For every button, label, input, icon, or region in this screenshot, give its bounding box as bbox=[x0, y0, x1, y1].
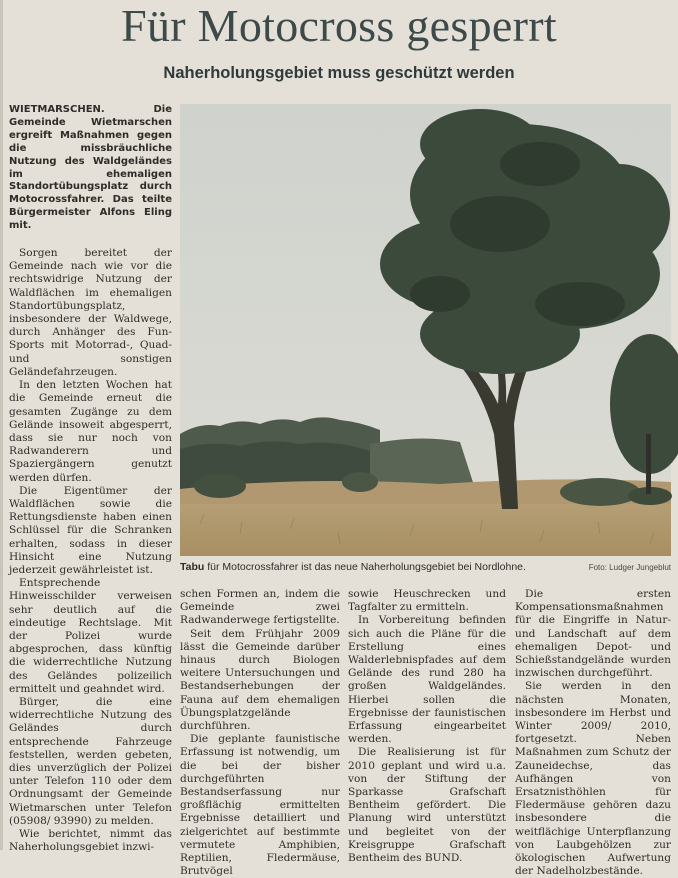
paragraph: In den letzten Wochen hat die Gemeinde erneut die gesamten Zugänge zu dem Gelände insoweit abgesperrt, dass sie nur noch von Radwanderern und Spaziergängern genutzt werden dürfen. bbox=[9, 379, 172, 484]
paragraph: Die geplante faunistische Erfassung ist notwendig, um die bei der bisher durchgeführten Bestandserfassung nur großflächig ermittelten Ergebnisse detailliert und zielgerichtet auf bestimmte vermutete Amphibien, Reptilien, Fledermäuse, Brutvögel bbox=[180, 733, 340, 878]
paragraph: Bürger, die eine widerrechtliche Nutzung des Geländes durch entsprechende Fahrzeuge feststellen, werden gebeten, dies unverzüglich der Polizei unter Telefon 110 oder dem Ordnungsamt der Gemeinde Wietmarschen unter Telefon (05908/ 93990) zu melden. bbox=[9, 695, 172, 827]
photo-credit: Foto: Ludger Jungeblut bbox=[588, 563, 671, 572]
article-column-3 bbox=[348, 588, 506, 865]
article-column-2 bbox=[180, 588, 340, 878]
subheadline: Naherholungsgebiet muss geschützt werden bbox=[163, 64, 515, 82]
article-column-4 bbox=[515, 588, 671, 878]
headline: Für Motocross gesperrt bbox=[121, 0, 557, 51]
paragraph: Entsprechende Hinweisschilder verweisen sehr deutlich auf die eindeutige Rechtslage. Mit der Polizei wurde abgesprochen, dass künftig die widerrechtliche Nutzung des Geländes polizeilich ermittelt und geahndet wird. bbox=[9, 577, 172, 695]
paragraph: Die Realisierung ist für 2010 geplant und wird u.a. von der Stiftung der Sparkasse Grafschaft Bentheim gefördert. Die Planung wird unterstützt und begleitet von der Kreisgruppe Grafschaft Bentheim des BUND. bbox=[348, 746, 506, 865]
paragraph: Die ersten Kompensationsmaßnahmen für die Eingriffe in Natur- und Landschaft auf dem ehemaligen Depot- und Schießstandgelände wurden inzwischen durchgeführt. bbox=[515, 588, 671, 680]
paragraph: Wie berichtet, nimmt das Naherholungsgebiet inzwi- bbox=[9, 828, 172, 854]
landscape-photo bbox=[180, 104, 671, 556]
article-column-1 bbox=[9, 104, 172, 854]
article-lead: WIETMARSCHEN. Die Gemeinde Wietmarschen ergreift Maßnahmen gegen die missbräuchliche Nutzung des Waldgeländes im ehemaligen Standortübungsplatz durch Motocrossfahrer. Das teilte Bürgermeister Alfons Eling mit. bbox=[9, 104, 172, 232]
photo-caption bbox=[180, 559, 671, 577]
article-photo bbox=[180, 104, 671, 556]
page-edge bbox=[0, 0, 3, 850]
paragraph: Die Eigentümer der Waldflächen sowie die Rettungsdienste haben einen Schlüssel für die Schranken erhalten, sodass in dieser Hinsicht eine Nutzung jederzeit gewährleistet ist. bbox=[9, 484, 172, 576]
paragraph: Sorgen bereitet der Gemeinde nach wie vor die rechtswidrige Nutzung der Waldflächen im ehemaligen Standortübungsplatz, insbesondere der Waldwege, durch Anhänger des Fun-Sports mit Motorrad-, Quad- und sonstigen Geländefahrzeugen. bbox=[9, 247, 172, 378]
paragraph: Sie werden in den nächsten Monaten, insbesondere im Herbst und Winter 2009/ 2010, fortgesetzt. Neben Maßnahmen zum Schutz der Zauneidechse, das Aufhängen von Ersatznisthöhlen für Fledermäuse gehören dazu insbesondere die weitflächige Unterpflanzung von Laubgehölzen zur ökologischen Aufwertung der Nadelholzbestände. bbox=[515, 680, 671, 878]
paragraph: In Vorbereitung befinden sich auch die Pläne für die Erstellung eines Walderlebnispfades auf dem Gelände des rund 280 ha großen Waldgeländes. Hierbei sollen die Ergebnisse der faunistischen Erfassung eingearbeitet werden. bbox=[348, 614, 506, 746]
caption-bold: Tabu bbox=[180, 561, 205, 573]
paragraph: schen Formen an, indem die Gemeinde zwei Radwanderwege fertigstellte. bbox=[180, 588, 340, 627]
caption-text: für Motocrossfahrer ist das neue Naherholungsgebiet bei Nordlohne. bbox=[204, 561, 526, 573]
paragraph: sowie Heuschrecken und Tagfalter zu ermitteln. bbox=[348, 588, 506, 614]
paragraph: Seit dem Frühjahr 2009 lässt die Gemeinde darüber hinaus durch Biologen weitere Untersuchungen und Bestandserhebungen der Fauna auf dem ehemaligen Übungsplatzgelände durchführen. bbox=[180, 627, 340, 733]
